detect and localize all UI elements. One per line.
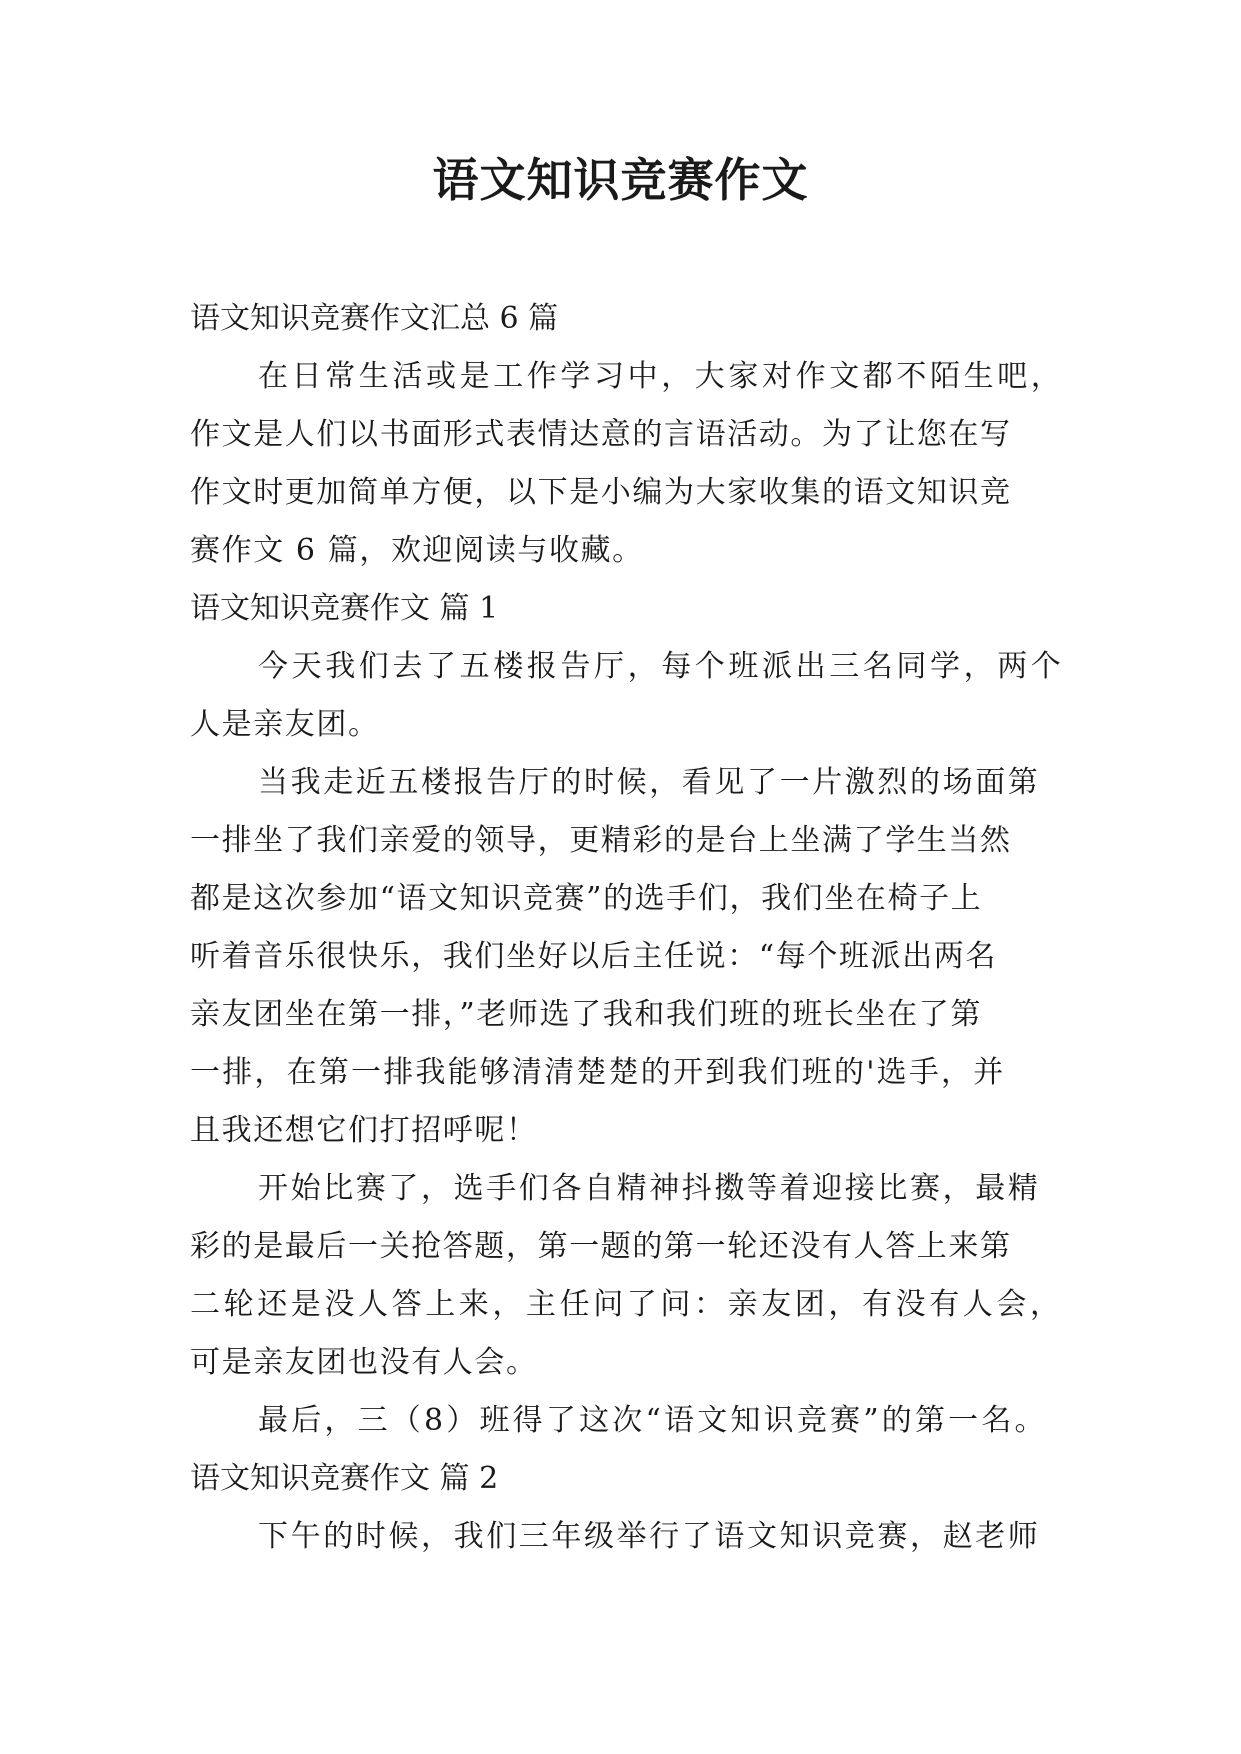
paragraph-line: 人是亲友团。 <box>190 707 380 742</box>
paragraph-line: 一排坐了我们亲爱的领导，更精彩的是台上坐满了学生当然 <box>190 823 1012 858</box>
paragraph-line: 赛作文 6 篇，欢迎阅读与收藏。 <box>190 533 644 568</box>
paragraph-line: 亲友团坐在第一排，”老师选了我和我们班的班长坐在了第 <box>190 997 982 1032</box>
paragraph-line: 可是亲友团也没有人会。 <box>190 1345 538 1380</box>
paragraph-line: 二轮还是没人答上来，主任问了问：亲友团，有没有人会， <box>190 1287 1064 1322</box>
paragraph-line: 都是这次参加“语文知识竞赛”的选手们，我们坐在椅子上 <box>190 881 983 916</box>
paragraph-line: 语文知识竞赛作文 篇 2 <box>190 1461 499 1496</box>
paragraph-line-indented: 当我走近五楼报告厅的时候，看见了一片激烈的场面第 <box>258 765 1041 800</box>
document-body <box>190 290 1070 1566</box>
paragraph-line-indented: 在日常生活或是工作学习中，大家对作文都不陌生吧， <box>258 359 1065 394</box>
paragraph-line: 语文知识竞赛作文 篇 1 <box>190 591 499 626</box>
paragraph-line: 且我还想它们打招呼呢！ <box>190 1113 538 1148</box>
paragraph-line-indented: 下午的时候，我们三年级举行了语文知识竞赛，赵老师 <box>258 1519 1041 1554</box>
paragraph-line-indented: 开始比赛了，选手们各自精神抖擞等着迎接比赛，最精 <box>258 1171 1041 1206</box>
paragraph-line-indented: 最后，三（8）班得了这次“语文知识竞赛”的第一名。 <box>258 1403 1048 1438</box>
paragraph-line: 作文时更加简单方便，以下是小编为大家收集的语文知识竞 <box>190 475 1012 510</box>
paragraph-line: 作文是人们以书面形式表情达意的言语活动。为了让您在写 <box>190 417 1012 452</box>
paragraph-line: 一排，在第一排我能够清清楚楚的开到我们班的'选手，并 <box>190 1055 1006 1090</box>
paragraph-line: 听着音乐很快乐，我们坐好以后主任说：“每个班派出两名 <box>190 939 997 974</box>
paragraph-line: 语文知识竞赛作文汇总 6 篇 <box>190 301 559 336</box>
paragraph-line: 彩的是最后一关抢答题，第一题的第一轮还没有人答上来第 <box>190 1229 1012 1264</box>
paragraph-line-indented: 今天我们去了五楼报告厅，每个班派出三名同学，两个 <box>258 649 1065 684</box>
document-title: 语文知识竞赛作文 <box>432 153 809 207</box>
